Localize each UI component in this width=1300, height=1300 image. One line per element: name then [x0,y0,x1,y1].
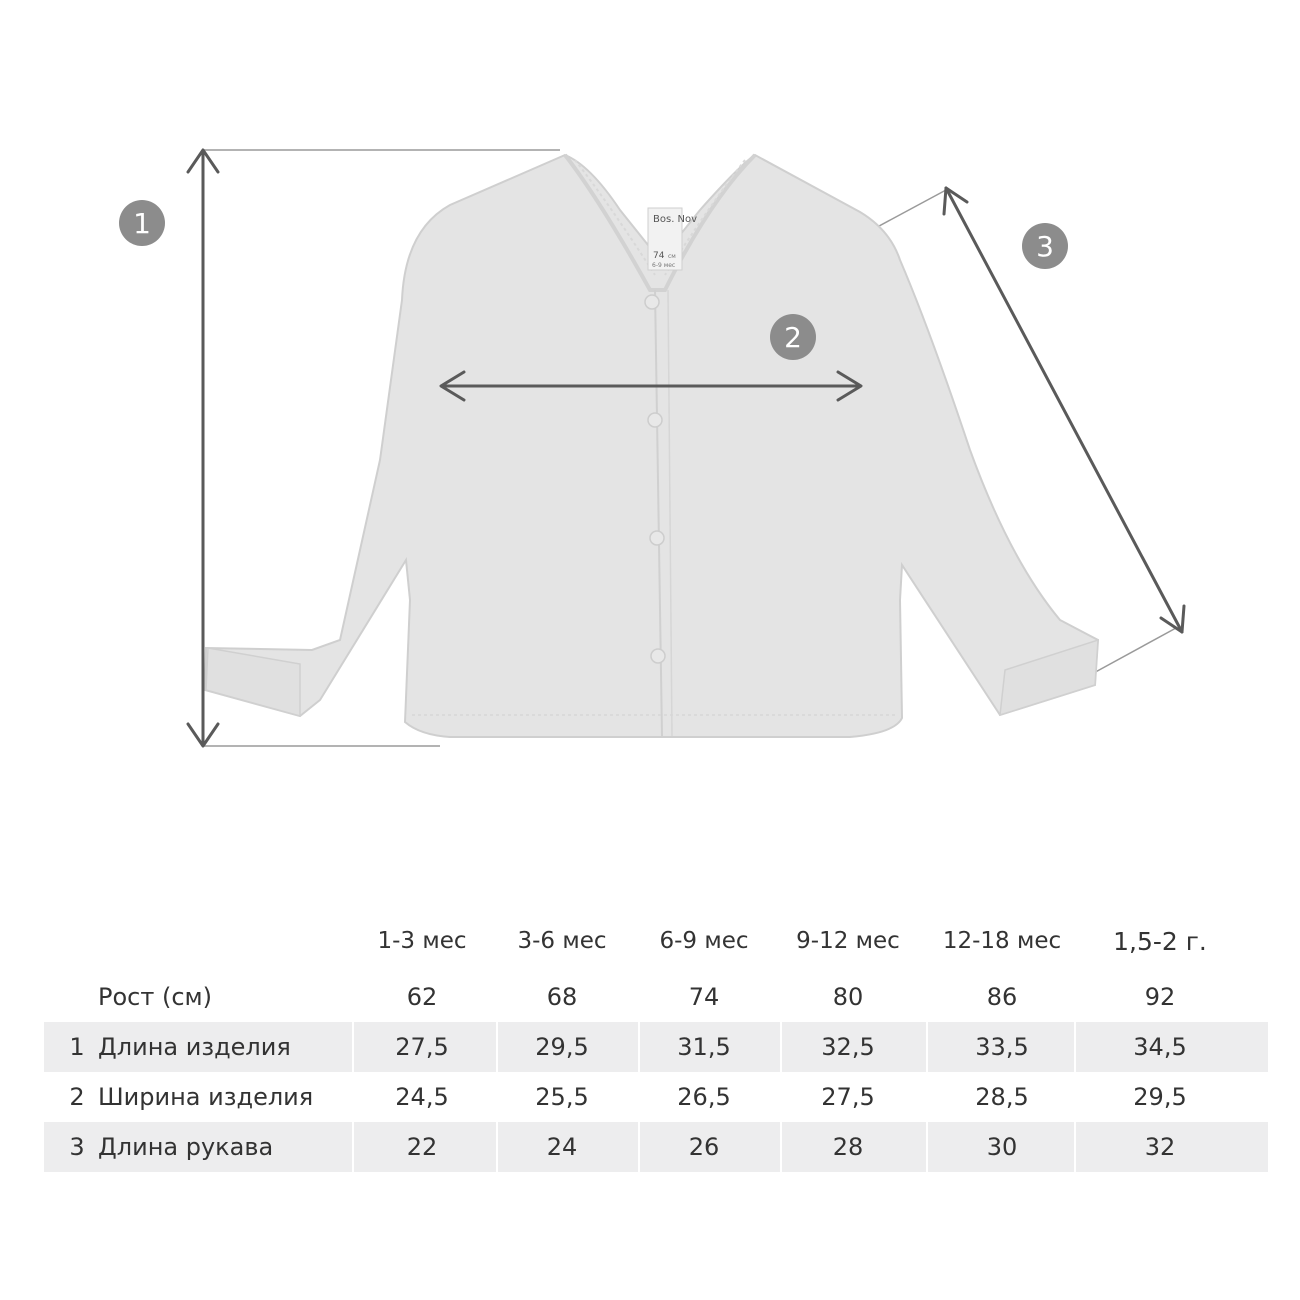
table-cell: 24,5 [395,1083,449,1111]
cardigan-illustration [205,155,1098,737]
table-cell: 27,5 [395,1033,449,1061]
row-label: Рост (см) [98,983,212,1011]
table-cell: 86 [986,983,1018,1011]
marker-3 [1022,223,1068,269]
table-cell: 27,5 [821,1083,875,1111]
table-cell: 74 [688,983,720,1011]
row-label: Длина рукава [98,1133,274,1161]
table-cell: 25,5 [535,1083,589,1111]
column-header: 9-12 мес [796,928,900,954]
marker-2-label: 2 [784,321,802,354]
table-row [44,1072,1268,1122]
table-cell: 26,5 [677,1083,731,1111]
table-cell: 29,5 [535,1033,589,1061]
table-cell: 28 [832,1133,864,1161]
table-cell: 92 [1144,983,1176,1011]
table-cell: 62 [406,983,438,1011]
column-header: 1,5-2 г. [1113,926,1207,956]
table-cell: 22 [406,1133,438,1161]
table-cell: 30 [986,1133,1018,1161]
row-number: 3 [69,1133,85,1161]
table-cell: 24 [546,1133,578,1161]
marker-2 [770,314,816,360]
marker-1 [119,200,165,246]
tag-unit-text: см [668,253,676,260]
guide-line-shoulder [868,190,946,232]
snap-button-2 [648,413,662,427]
column-header: 1-3 мес [377,928,467,954]
table-cell: 31,5 [677,1033,731,1061]
tag-sub-text: 6-9 мес [652,262,676,269]
column-header: 6-9 мес [659,928,749,954]
table-row [44,1122,1268,1172]
row-number [62,972,92,1022]
table-cell: 28,5 [975,1083,1029,1111]
table-cell: 33,5 [975,1033,1029,1061]
marker-1-label: 1 [133,207,151,240]
table-cell: 80 [832,983,864,1011]
table-cell: 68 [546,983,578,1011]
snap-button-3 [650,531,664,545]
guide-line-cuff [1090,628,1176,675]
table-cell: 26 [688,1133,720,1161]
table-row [44,972,1268,1022]
table-header-row [44,910,1268,972]
row-label: Ширина изделия [98,1083,314,1111]
table-cell: 29,5 [1133,1083,1187,1111]
row-number: 1 [69,1033,85,1061]
table-cell: 34,5 [1133,1033,1187,1061]
snap-button-4 [651,649,665,663]
column-header: 3-6 мес [517,928,607,954]
size-table [44,910,1268,1172]
column-header: 12-18 мес [942,928,1062,954]
table-cell: 32,5 [821,1033,875,1061]
snap-button-1 [645,295,659,309]
marker-3-label: 3 [1036,230,1054,263]
table-row [44,1022,1268,1072]
row-label: Длина изделия [98,1033,291,1061]
row-number: 2 [69,1083,85,1111]
table-cell: 32 [1144,1133,1176,1161]
tag-brand-text: Bos. Nov [653,214,698,225]
tag-size-text: 74 [653,251,665,261]
